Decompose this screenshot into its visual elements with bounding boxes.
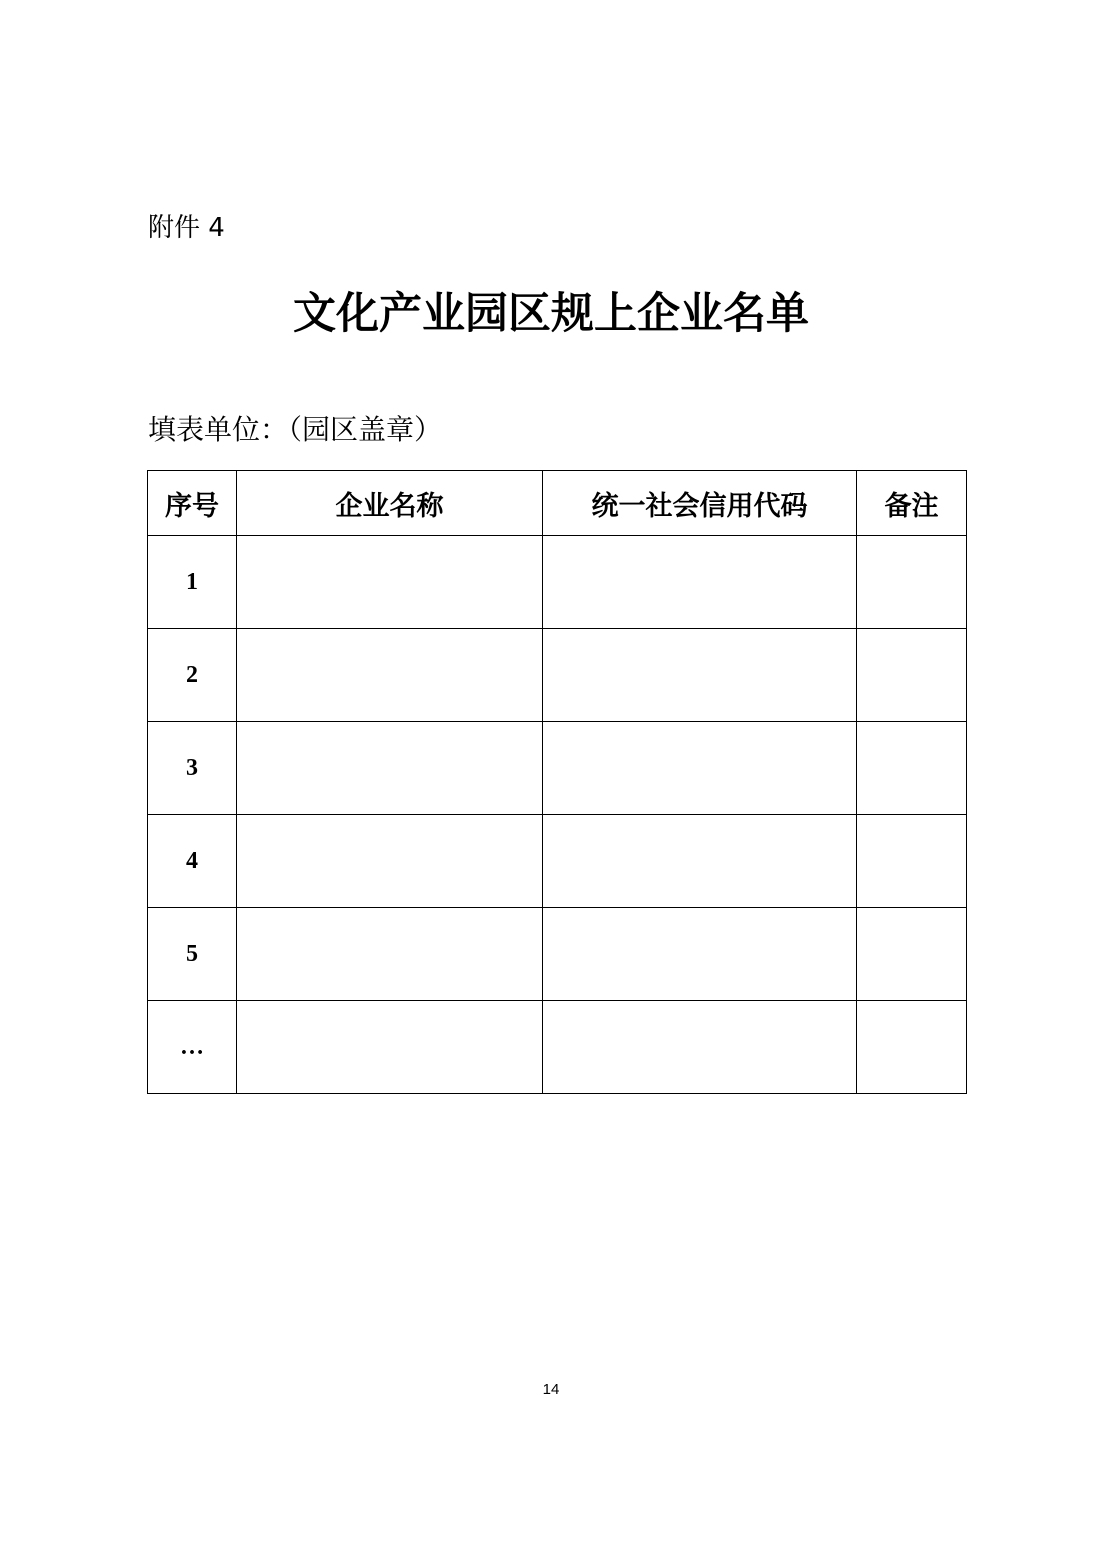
cell-name[interactable]	[237, 908, 543, 1001]
table-row	[148, 815, 967, 908]
cell-seq: 2	[148, 629, 237, 722]
cell-credit-code[interactable]	[543, 629, 857, 722]
cell-seq: 3	[148, 722, 237, 815]
table-row	[148, 908, 967, 1001]
cell-remark[interactable]	[857, 536, 967, 629]
enterprise-list-table	[147, 470, 967, 1094]
page-number: 14	[542, 1381, 560, 1398]
cell-seq: 5	[148, 908, 237, 1001]
column-header-credit-code: 统一社会信用代码	[543, 471, 857, 536]
cell-remark[interactable]	[857, 1001, 967, 1094]
cell-credit-code[interactable]	[543, 536, 857, 629]
cell-credit-code[interactable]	[543, 908, 857, 1001]
cell-seq: 1	[148, 536, 237, 629]
table-row	[148, 1001, 967, 1094]
cell-name[interactable]	[237, 629, 543, 722]
table-row	[148, 536, 967, 629]
document-title: 文化产业园区规上企业名单	[293, 289, 809, 339]
cell-remark[interactable]	[857, 815, 967, 908]
cell-remark[interactable]	[857, 908, 967, 1001]
cell-seq: 4	[148, 815, 237, 908]
table-row	[148, 629, 967, 722]
table-header-row	[148, 471, 967, 536]
cell-seq: …	[148, 1001, 237, 1094]
cell-name[interactable]	[237, 1001, 543, 1094]
cell-remark[interactable]	[857, 629, 967, 722]
cell-name[interactable]	[237, 722, 543, 815]
column-header-remark: 备注	[857, 471, 967, 536]
attachment-label: 附件 4	[148, 213, 225, 243]
column-header-seq: 序号	[148, 471, 237, 536]
cell-credit-code[interactable]	[543, 815, 857, 908]
cell-remark[interactable]	[857, 722, 967, 815]
cell-name[interactable]	[237, 536, 543, 629]
column-header-name: 企业名称	[237, 471, 543, 536]
cell-credit-code[interactable]	[543, 722, 857, 815]
cell-credit-code[interactable]	[543, 1001, 857, 1094]
table-row	[148, 722, 967, 815]
filler-unit-label: 填表单位：（园区盖章）	[148, 413, 443, 446]
cell-name[interactable]	[237, 815, 543, 908]
